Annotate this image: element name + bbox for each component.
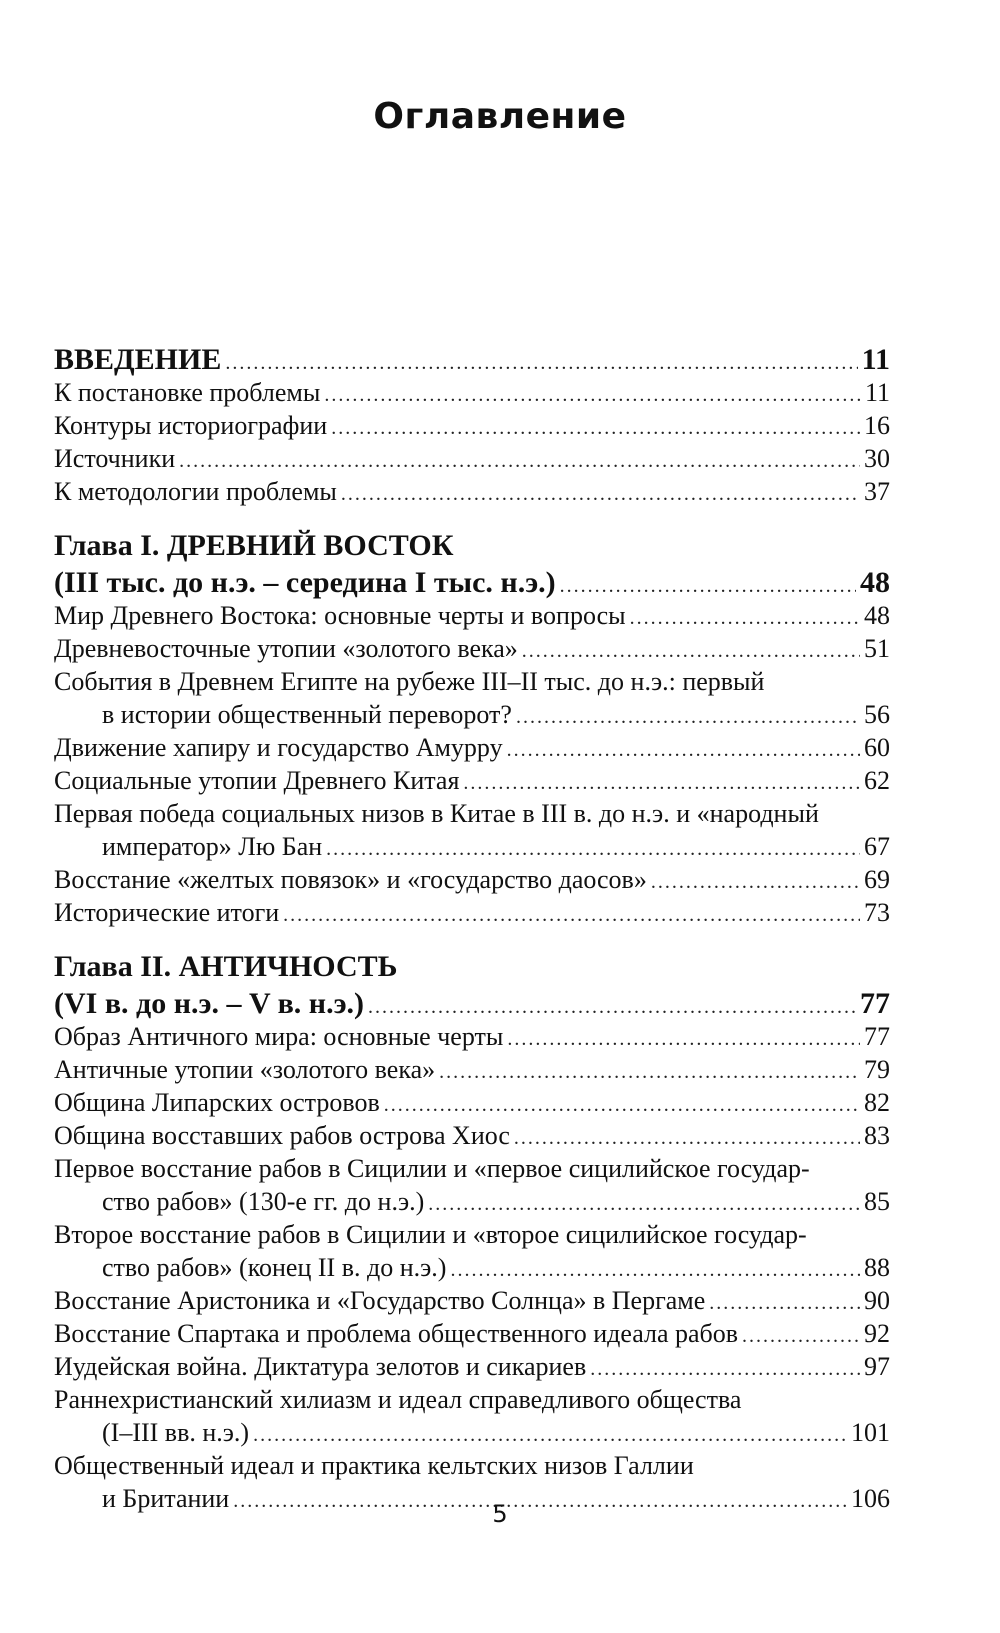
toc-entry-title: ство рабов» (130-е гг. до н.э.) [102,1187,425,1216]
toc-entry-title: в истории общественный переворот? [102,700,512,729]
chapter-2-period[interactable] [54,987,890,1020]
leader-dots [630,602,860,635]
leader-dots [179,445,860,478]
toc-entry-title: Социальные утопии Древнего Китая [54,766,460,795]
toc-entry-title: Контуры историографии [54,411,328,440]
toc-entry-page: 97 [864,1352,890,1381]
toc-entry-page: 101 [851,1418,890,1447]
toc-entry-page: 85 [864,1187,890,1216]
toc-entry-page: 79 [864,1055,890,1084]
toc-entry-page: 69 [864,865,890,894]
toc-entry[interactable] [54,1284,890,1317]
toc-entry-page: 77 [864,1022,890,1051]
toc-entry[interactable] [54,1185,890,1218]
leader-dots [326,833,860,866]
toc-entry[interactable] [54,1416,890,1449]
toc-entry[interactable] [54,830,890,863]
toc-entry-page: 90 [864,1286,890,1315]
toc-entry[interactable] [54,632,890,665]
toc-entry-page: 30 [864,444,890,473]
toc-entry-title: Исторические итоги [54,898,280,927]
toc-entry-first-line[interactable]: События в Древнем Египте на рубеже III–II тыс. до н.э.: первый [54,667,765,696]
toc-heading-introduction[interactable] [54,343,890,376]
leader-dots [507,734,860,767]
toc-entry[interactable] [54,409,890,442]
toc-entry-title: и Британии [102,1484,230,1513]
toc-entry-page: 16 [864,411,890,440]
leader-dots [324,379,861,412]
toc-entry-title: Иудейская война. Диктатура зелотов и сикариев [54,1352,587,1381]
toc-entry[interactable] [54,1317,890,1350]
toc-entry-title: Община восставших рабов острова Хиос [54,1121,510,1150]
toc-entry-title: (I–III вв. н.э.) [102,1418,250,1447]
toc-entry-title: Образ Античного мира: основные черты [54,1022,504,1051]
leader-dots [514,1122,860,1155]
toc-entry[interactable] [54,1251,890,1284]
leader-dots [283,899,860,932]
leader-dots [590,1353,860,1386]
toc-entry[interactable] [54,731,890,764]
toc-entry[interactable] [54,475,890,508]
table-of-contents [54,343,890,1515]
toc-entry-page: 73 [864,898,890,927]
leader-dots [341,478,860,511]
toc-entry-page: 83 [864,1121,890,1150]
toc-entry[interactable] [54,698,890,731]
toc-entry-title: Античные утопии «золотого века» [54,1055,436,1084]
leader-dots [463,767,860,800]
leader-dots [428,1188,860,1221]
leader-dots [516,701,860,734]
toc-entry-page: 60 [864,733,890,762]
toc-entry-page: 82 [864,1088,890,1117]
toc-entry-page: 48 [860,566,890,599]
toc-entry-title: Восстание Аристоника и «Государство Солнца» в Пергаме [54,1286,706,1315]
toc-entry[interactable] [54,896,890,929]
toc-entry-title: ство рабов» (конец II в. до н.э.) [102,1253,447,1282]
toc-entry-page: 77 [860,987,890,1020]
toc-entry-title: Мир Древнего Востока: основные черты и вопросы [54,601,626,630]
toc-entry-page: 37 [864,477,890,506]
leader-dots [742,1320,860,1353]
toc-entry[interactable] [54,1020,890,1053]
chapter-1-block [54,526,890,929]
toc-entry-title: ВВЕДЕНИЕ [54,343,222,376]
toc-entry-title: (III тыс. до н.э. – середина I тыс. н.э.) [54,566,556,599]
leader-dots [450,1254,860,1287]
toc-entry-first-line[interactable]: Общественный идеал и практика кельтских низов Галлии [54,1451,694,1480]
leader-dots [439,1056,860,1089]
toc-entry-page: 106 [851,1484,890,1513]
toc-entry-title: император» Лю Бан [102,832,323,861]
chapter-1-heading[interactable]: Глава I. ДРЕВНИЙ ВОСТОК [54,529,454,562]
toc-entry[interactable] [54,442,890,475]
toc-entry-title: Восстание «желтых повязок» и «государство даосов» [54,865,647,894]
leader-dots [384,1089,860,1122]
toc-entry-title: К методологии проблемы [54,477,337,506]
toc-entry[interactable] [54,863,890,896]
toc-entry[interactable] [54,1053,890,1086]
toc-entry-title: Источники [54,444,176,473]
toc-entry-page: 56 [864,700,890,729]
leader-dots [709,1287,860,1320]
toc-entry-title: Восстание Спартака и проблема общественного идеала рабов [54,1319,739,1348]
toc-entry[interactable] [54,599,890,632]
leader-dots [522,635,860,668]
leader-dots [507,1023,860,1056]
toc-entry-title: (VI в. до н.э. – V в. н.э.) [54,987,365,1020]
chapter-1-period[interactable] [54,566,890,599]
toc-entry[interactable] [54,764,890,797]
toc-entry[interactable] [54,1086,890,1119]
leader-dots [253,1419,847,1452]
toc-entry-page: 51 [864,634,890,663]
toc-entry[interactable] [54,1350,890,1383]
page-number: 5 [492,1500,508,1528]
toc-entry-first-line[interactable]: Первое восстание рабов в Сицилии и «первое сицилийское государ- [54,1154,810,1183]
chapter-2-block [54,947,890,1515]
toc-entry-page: 48 [864,601,890,630]
toc-entry-title: Община Липарских островов [54,1088,380,1117]
toc-entry-title: Движение хапиру и государство Амурру [54,733,503,762]
toc-entry-title: Древневосточные утопии «золотого века» [54,634,518,663]
toc-entry-first-line[interactable]: Второе восстание рабов в Сицилии и «второе сицилийское государ- [54,1220,807,1249]
toc-entry-first-line[interactable]: Первая победа социальных низов в Китае в III в. до н.э. и «народный [54,799,819,828]
toc-entry-page: 62 [864,766,890,795]
toc-entry-page: 88 [864,1253,890,1282]
toc-entry-first-line[interactable]: Раннехристианский хилиазм и идеал справедливого общества [54,1385,742,1414]
toc-entry-page: 11 [861,343,890,376]
toc-entry-page: 11 [864,378,890,407]
toc-entry-page: 67 [864,832,890,861]
leader-dots [651,866,860,899]
leader-dots [331,412,860,445]
toc-entry-title: К постановке проблемы [54,378,321,407]
toc-entry-page: 92 [864,1319,890,1348]
toc-entry[interactable] [54,376,890,409]
page-title: Оглавление [373,96,627,137]
chapter-2-heading[interactable]: Глава II. АНТИЧНОСТЬ [54,950,398,983]
toc-entry[interactable] [54,1119,890,1152]
